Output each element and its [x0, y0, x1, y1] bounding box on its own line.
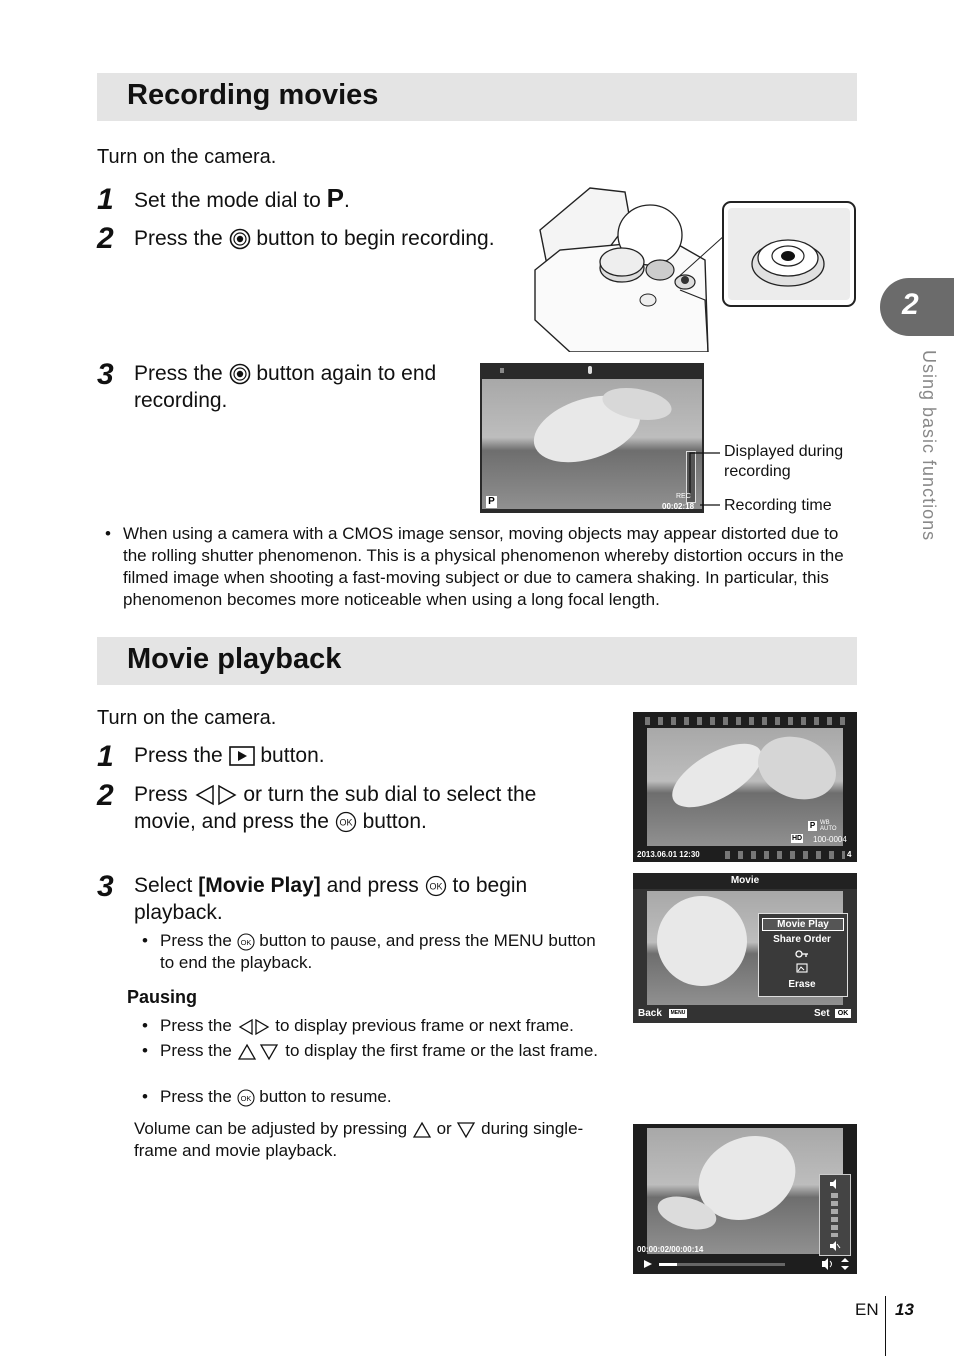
menu-title: Movie — [633, 873, 857, 889]
intro-text: Turn on the camera. — [97, 707, 277, 729]
ok-tag: OK — [835, 1009, 851, 1018]
screen-photo — [647, 1128, 843, 1254]
camera-top-illustration — [530, 180, 860, 352]
callout-during-recording: Displayed during recording — [724, 443, 844, 480]
step-text: Press the button. — [134, 744, 325, 767]
ok-button-icon — [425, 875, 447, 897]
movie-menu-screen — [633, 873, 857, 1023]
svg-text:OK: OK — [339, 817, 353, 828]
bird-shape — [749, 728, 843, 810]
indicator-icon — [500, 368, 504, 373]
chapter-number: 2 — [902, 288, 919, 321]
image-edit-icon — [796, 963, 808, 973]
pausing-heading: Pausing — [127, 987, 198, 1007]
callout-lines — [686, 448, 726, 510]
bird-shape — [662, 731, 771, 820]
back-label: Back — [638, 1008, 662, 1019]
ok-button-icon — [335, 811, 357, 833]
hd-badge: HD — [791, 835, 803, 842]
menu-item-share-order[interactable]: Share Order — [773, 934, 831, 945]
step-number: 1 — [97, 183, 114, 216]
bird-shape — [650, 891, 754, 993]
frame-count: 4 — [847, 850, 852, 859]
speaker-icon — [829, 1179, 841, 1189]
chapter-label: Using basic functions — [919, 350, 939, 542]
menu-tag: MENU — [670, 1010, 686, 1016]
mode-p-glyph: P — [326, 183, 344, 213]
step-text: Press the button again to end recording. — [134, 362, 437, 412]
set-label: Set — [814, 1008, 830, 1019]
playback-button-icon — [229, 746, 255, 766]
volume-panel — [819, 1174, 851, 1256]
step-text: Press or turn the sub dial to select the movie, and press the OK button. — [134, 783, 537, 833]
screen-photo — [482, 379, 702, 509]
menu-item-movie-play[interactable]: Movie Play — [762, 918, 844, 931]
record-button-icon — [229, 228, 251, 250]
progress-bar — [659, 1263, 785, 1266]
intro-text: Turn on the camera. — [97, 146, 277, 168]
svg-text:OK: OK — [429, 881, 443, 892]
play-icon — [643, 1259, 653, 1269]
volume-playback-screen — [633, 1124, 857, 1274]
step-number: 2 — [97, 779, 114, 812]
up-arrow-icon — [412, 1121, 432, 1139]
rec-indicator: REC — [676, 493, 691, 500]
film-perforations-top — [637, 717, 853, 725]
section-header-playback — [97, 637, 857, 685]
svg-text:OK: OK — [240, 1093, 251, 1103]
step-number: 1 — [97, 740, 114, 773]
mode-badge: P — [809, 821, 816, 830]
down-arrow-icon — [456, 1121, 476, 1139]
recording-time: 00:02:18 — [662, 502, 695, 511]
footer-divider — [885, 1296, 886, 1356]
recording-screen — [480, 363, 704, 513]
svg-text:OK: OK — [240, 937, 251, 947]
up-down-arrows-icon — [237, 1043, 281, 1061]
step-text: Press the button to begin recording. — [134, 227, 495, 250]
step3-bullet: • Press the OK button to pause, and press the MENU button to end the playback. — [160, 930, 600, 974]
progress-fill — [659, 1263, 677, 1266]
mode-badge: P — [486, 496, 497, 508]
callout-recording-time: Recording time — [724, 497, 832, 514]
step-text: Select [Movie Play] and press OK to begin playback. — [134, 874, 528, 924]
section-header-recording — [97, 73, 857, 121]
film-perforations-bottom — [717, 851, 845, 859]
menu-item-protect[interactable] — [759, 949, 845, 962]
wb-indicator: WB AUTO — [820, 820, 837, 832]
pausing-bullet: • Press the to display previous frame or next frame. — [160, 1015, 620, 1037]
movie-menu-list — [758, 913, 848, 997]
menu-item-edit[interactable] — [759, 963, 845, 976]
playback-time: 00:00:02/00:00:14 — [637, 1245, 704, 1254]
key-icon — [795, 949, 809, 959]
speaker-mute-icon — [829, 1241, 841, 1251]
step-text: Set the mode dial to P. — [134, 183, 350, 213]
left-right-arrows-icon — [237, 1018, 271, 1036]
menu-item-erase[interactable]: Erase — [788, 979, 816, 990]
step-number: 2 — [97, 222, 114, 255]
pausing-bullet: • Press the to display the first frame or the last frame. — [160, 1040, 600, 1062]
section-title: Recording movies — [127, 79, 379, 111]
volume-control-icon — [821, 1257, 853, 1271]
mic-icon — [588, 366, 592, 374]
step-number: 3 — [97, 870, 114, 903]
chapter-tab — [880, 278, 954, 336]
section-title: Movie playback — [127, 643, 342, 675]
step-number: 3 — [97, 358, 114, 391]
footer-lang: EN — [855, 1300, 879, 1319]
volume-level-bar — [831, 1193, 838, 1237]
cmos-note: • When using a camera with a CMOS image sensor, moving objects may appear distorted due to the rolling shutter phenomenon. This is a physical phenomenon whereby distortion occurs in the filmed image when shooting a fast-moving subject or due to camera shaking. In particular, this phenomenon becomes more noticeable when using a long focal length. — [123, 523, 858, 611]
ok-button-icon — [237, 933, 255, 951]
left-right-arrows-icon — [194, 784, 238, 806]
file-number: 100-0004 — [813, 835, 847, 844]
record-button-icon — [229, 363, 251, 385]
date-stamp: 2013.06.01 12:30 — [637, 850, 700, 859]
volume-note: Volume can be adjusted by pressing or during single-frame and movie playback. — [134, 1119, 584, 1160]
playback-single-frame-screen — [633, 712, 857, 862]
ok-button-icon — [237, 1089, 255, 1107]
pausing-bullet: • Press the OK button to resume. — [160, 1086, 600, 1108]
page-number: 13 — [895, 1300, 914, 1319]
